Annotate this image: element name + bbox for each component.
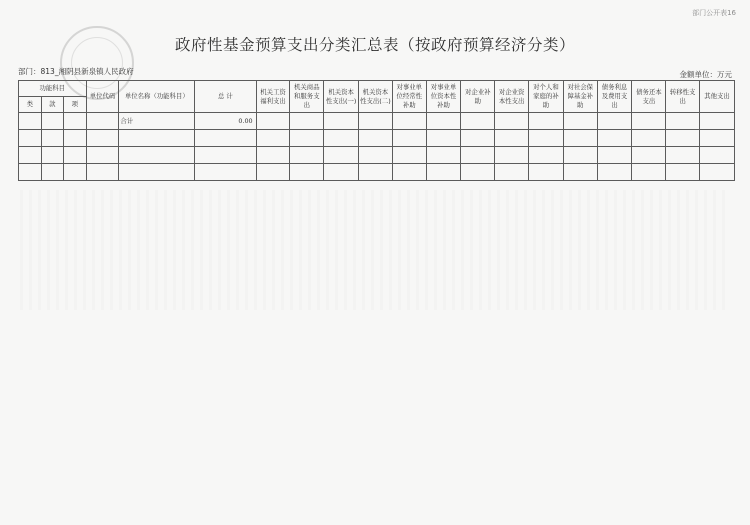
header-unit-name: 单位名称（功能科目） [119,81,195,113]
header-col: 对企业资本性支出 [495,81,529,113]
header-total: 总 计 [195,81,256,113]
department-label: 部门：813_湘阴县新泉镇人民政府 [18,67,134,76]
header-col: 债务利息及费用支出 [597,81,632,113]
header-col: 对企业补助 [461,81,495,113]
table-row [19,130,735,147]
scan-texture [20,190,730,310]
table-row [19,147,735,164]
header-col: 机关资本性支出(一) [324,81,359,113]
page-tag: 部门公开表16 [692,9,736,17]
header-item: 项 [64,97,87,113]
expenditure-summary-table [18,80,735,181]
header-col: 机关商品和服务支出 [290,81,324,113]
header-col: 对社会保障基金补助 [563,81,597,113]
table-row-total [19,113,735,130]
header-col: 对事业单位经常性补助 [392,81,426,113]
header-section: 款 [41,97,64,113]
table-row [19,164,735,181]
header-class: 类 [19,97,42,113]
header-col: 债务还本支出 [632,81,666,113]
header-function-subject: 功能科目 [19,81,87,97]
header-col: 对个人和家庭的补助 [529,81,564,113]
header-unit-code: 单位代码 [86,81,119,113]
header-col: 其他支出 [700,81,735,113]
page-title: 政府性基金预算支出分类汇总表（按政府预算经济分类） [174,36,575,54]
total-row-label: 合计 [119,113,195,130]
header-col: 机关工资福利支出 [256,81,290,113]
header-col: 机关资本性支出(二) [359,81,393,113]
currency-unit-label: 金额单位：万元 [679,70,732,79]
header-col: 转移性支出 [666,81,700,113]
total-row-value: 0.00 [195,113,256,130]
header-col: 对事业单位资本性补助 [426,81,461,113]
table-header-row [19,81,735,97]
